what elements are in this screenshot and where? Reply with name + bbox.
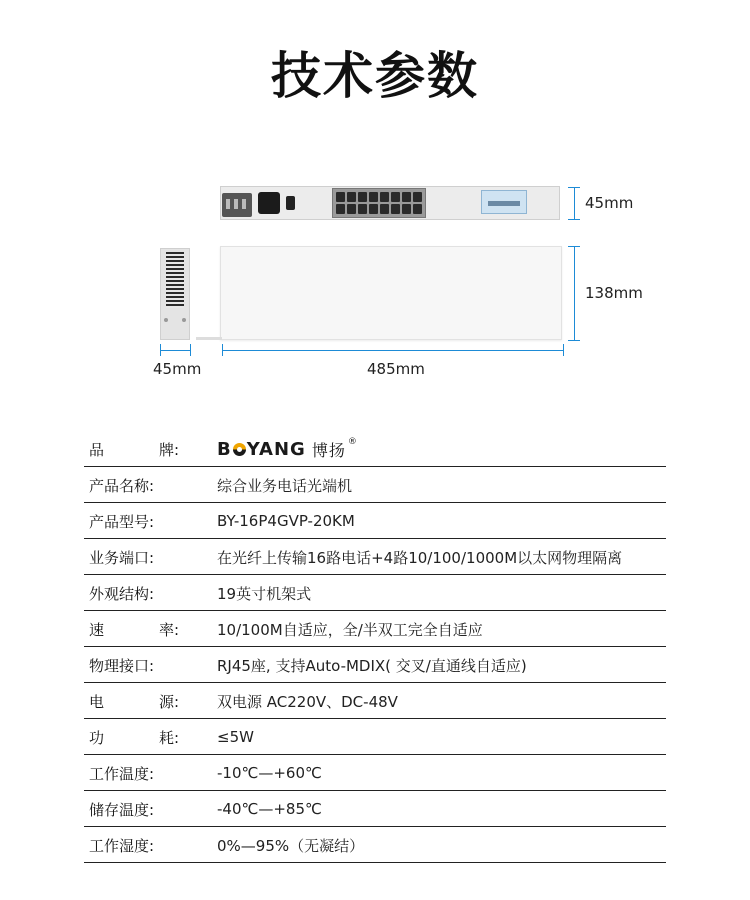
dim-depth-line	[574, 246, 575, 340]
spec-value: 10/100M自适应，全/半双工完全自适应	[217, 620, 483, 639]
side-screw	[182, 318, 186, 322]
brand-o-mark-icon	[233, 443, 246, 456]
spec-value: RJ45座, 支持Auto-MDIX( 交叉/直通线自适应)	[217, 656, 527, 675]
spec-row-brand	[84, 432, 666, 467]
dim-depth-tick-top	[568, 246, 580, 247]
spec-row-rate	[84, 612, 666, 647]
spec-value: ≤5W	[217, 728, 254, 746]
dim-side-width-tick-right	[190, 344, 191, 356]
dim-length-line	[222, 350, 564, 351]
spec-label: 工作湿度:	[89, 836, 155, 855]
top-plate-foot	[196, 337, 222, 340]
product-label-sticker	[481, 190, 527, 214]
spec-row-storage-temp	[84, 792, 666, 827]
dim-label-side-width: 45mm	[153, 360, 202, 378]
dim-label-length: 485mm	[367, 360, 425, 378]
spec-label: 业务端口:	[89, 548, 155, 567]
dim-side-width-tick-left	[160, 344, 161, 356]
brand-logo: B YANG 博扬 ®	[217, 437, 358, 460]
dim-front-height-tick-top	[568, 187, 580, 188]
spec-label: 电 源:	[89, 692, 179, 711]
dim-front-height-tick-bottom	[568, 219, 580, 220]
terminal-block	[222, 193, 252, 217]
spec-row-service-ports	[84, 540, 666, 575]
spec-label: 速 率:	[89, 620, 179, 639]
spec-value: -40℃—+85℃	[217, 800, 322, 818]
spec-label: 外观结构:	[89, 584, 155, 603]
spec-row-operating-temp	[84, 756, 666, 791]
spec-value: BY-16P4GVP-20KM	[217, 512, 355, 530]
spec-label: 功 耗:	[89, 728, 179, 747]
spec-value: 综合业务电话光端机	[217, 476, 353, 495]
rj45-port-block	[332, 188, 426, 218]
spec-label: 物理接口:	[89, 656, 155, 675]
spec-row-power	[84, 684, 666, 719]
spec-row-structure	[84, 576, 666, 611]
spec-row-consumption	[84, 720, 666, 755]
side-vent	[166, 252, 184, 308]
dim-side-width-line	[160, 350, 191, 351]
spec-value: 双电源 AC220V、DC-48V	[217, 692, 398, 711]
dim-front-height-line	[574, 187, 575, 219]
power-socket	[258, 192, 280, 214]
spec-value: 0%—95%（无凝结）	[217, 836, 365, 855]
spec-row-product-name	[84, 468, 666, 503]
device-top-plate	[220, 246, 562, 340]
spec-label: 储存温度:	[89, 800, 155, 819]
spec-table	[84, 432, 666, 864]
spec-value: -10℃—+60℃	[217, 764, 322, 782]
dim-length-tick-right	[563, 344, 564, 356]
spec-row-model	[84, 504, 666, 539]
dim-depth-tick-bottom	[568, 340, 580, 341]
spec-row-interface	[84, 648, 666, 683]
side-screw	[164, 318, 168, 322]
spec-label: 产品型号:	[89, 512, 155, 531]
spec-value: 在光纤上传输16路电话+4路10/100/1000M以太网物理隔离	[217, 548, 623, 567]
page-title: 技术参数	[271, 47, 479, 105]
power-switch	[286, 196, 295, 210]
dim-label-front-height: 45mm	[585, 194, 634, 212]
dim-length-tick-left	[222, 344, 223, 356]
spec-value: 19英寸机架式	[217, 584, 312, 603]
spec-label: 品 牌:	[89, 440, 179, 459]
spec-label: 工作温度:	[89, 764, 155, 783]
spec-row-humidity	[84, 828, 666, 863]
spec-label: 产品名称:	[89, 476, 155, 495]
dim-label-depth: 138mm	[585, 284, 643, 302]
